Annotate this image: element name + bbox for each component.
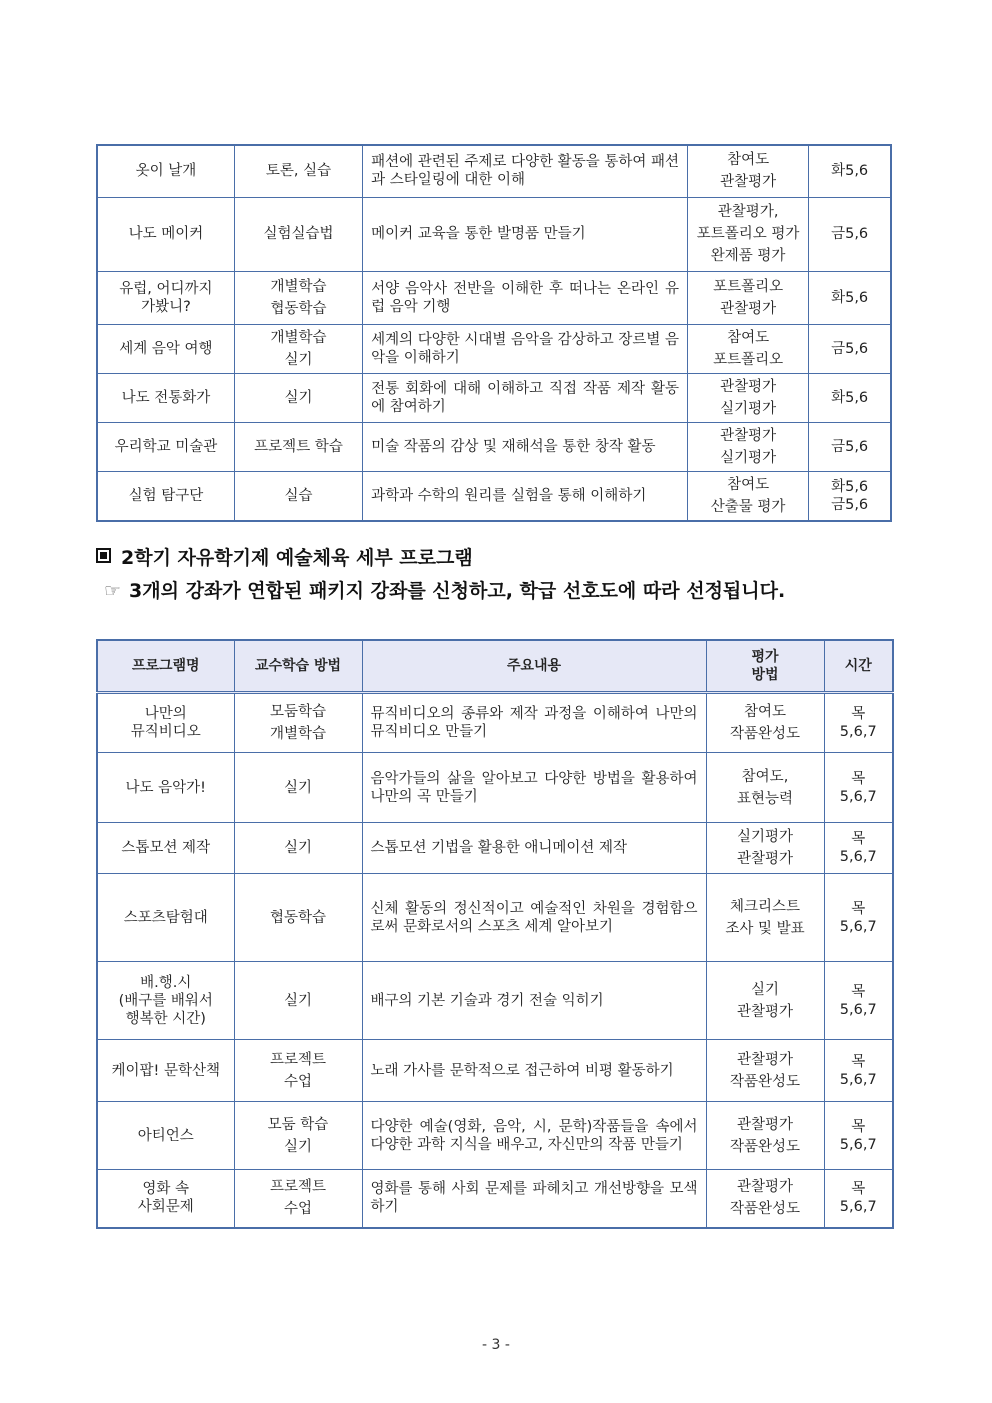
section-heading — [96, 543, 473, 570]
notice-line — [104, 576, 785, 603]
time-line: 화5,6 — [831, 389, 869, 406]
teaching-method-line: 실험실습법 — [263, 226, 334, 242]
teaching-method-cell — [234, 962, 362, 1040]
program-name-cell — [97, 471, 234, 521]
evaluation-line: 표현능력 — [736, 790, 794, 807]
main-content-cell: 스톱모션 기법을 활용한 애니메이션 제작 — [362, 823, 706, 874]
program-name-line: 나도 전통화가 — [121, 389, 211, 406]
evaluation-line: 관찰평가 — [720, 174, 777, 191]
table-row — [97, 1040, 893, 1102]
evaluation-line: 실기평가 — [736, 829, 794, 845]
time-cell — [809, 422, 891, 471]
pointing-hand-icon: ☞ — [104, 580, 122, 602]
evaluation-cell — [706, 962, 824, 1040]
time-line: 금5,6 — [831, 226, 869, 242]
teaching-method-line: 프로젝트 — [269, 1179, 327, 1196]
program-name-line: 영화 속 — [142, 1181, 190, 1198]
program-name-line: 유럽, 어디까지 — [119, 280, 213, 297]
evaluation-cell — [706, 874, 824, 962]
program-name-line: 케이팝! 문학산책 — [111, 1062, 220, 1079]
time-cell — [809, 145, 891, 197]
evaluation-cell — [706, 693, 824, 753]
main-content-cell: 과학과 수학의 원리를 실험을 통해 이해하기 — [363, 471, 688, 521]
time-line: 5,6,7 — [839, 724, 877, 740]
square-bullet-icon — [96, 548, 111, 563]
program-name-cell — [97, 962, 234, 1040]
time-line: 화5,6 — [831, 478, 869, 495]
main-content-cell: 뮤직비디오의 종류와 제작 과정을 이해하여 나만의 뮤직비디오 만들기 — [362, 693, 706, 753]
program-table-1 — [96, 144, 892, 522]
evaluation-line: 실기평가 — [720, 449, 777, 466]
time-line: 5,6,7 — [839, 1001, 877, 1018]
program-name-line: (배구를 배워서 — [118, 992, 213, 1009]
time-cell — [809, 373, 891, 422]
teaching-method-cell — [234, 693, 362, 753]
evaluation-line: 관찰평가 — [736, 1003, 794, 1020]
teaching-method-line: 프로젝트 — [269, 1051, 327, 1068]
evaluation-cell — [687, 324, 808, 373]
evaluation-line: 조사 및 발표 — [725, 920, 805, 937]
evaluation-line: 작품완성도 — [729, 1201, 801, 1218]
main-content-cell: 서양 음악사 전반을 이해한 후 떠나는 온라인 유럽 음악 기행 — [363, 271, 688, 324]
program-name-cell — [97, 823, 234, 874]
table-row — [97, 1102, 893, 1170]
evaluation-line: 산출물 평가 — [710, 498, 786, 515]
time-line: 목 — [851, 1053, 866, 1070]
time-cell — [824, 1102, 893, 1170]
table-row — [97, 324, 891, 373]
evaluation-line: 완제품 평가 — [710, 248, 786, 264]
evaluation-line: 관찰평가 — [720, 300, 777, 317]
teaching-method-line: 실기 — [284, 389, 313, 406]
teaching-method-line: 실기 — [283, 840, 312, 856]
program-name-line: 실험 탐구단 — [128, 487, 204, 504]
main-content-cell: 패션에 관련된 주제로 다양한 활동을 통하여 패션과 스타일링에 대한 이해 — [363, 145, 688, 197]
program-name-line: 배.행.시 — [140, 974, 192, 991]
teaching-method-line: 수업 — [283, 1201, 312, 1218]
teaching-method-line: 실습 — [284, 487, 313, 504]
time-line: 화5,6 — [831, 163, 869, 180]
program-name-line: 사회문제 — [137, 1199, 194, 1216]
time-line: 5,6,7 — [839, 1199, 877, 1216]
teaching-method-line: 협동학습 — [270, 300, 327, 317]
main-content-cell: 다양한 예술(영화, 음악, 시, 문학)작품들을 속에서 다양한 과학 지식을 배우고, 자신만의 작품 만들기 — [362, 1102, 706, 1170]
teaching-method-cell — [234, 823, 362, 874]
teaching-method-line: 프로젝트 학습 — [254, 438, 343, 455]
main-content-cell: 세계의 다양한 시대별 음악을 감상하고 장르별 음악을 이해하기 — [363, 324, 688, 373]
program-name-line: 나도 음악가! — [125, 779, 206, 796]
teaching-method-line: 개별학습 — [270, 278, 327, 295]
evaluation-cell — [706, 753, 824, 823]
program-name-cell — [97, 197, 234, 271]
teaching-method-line: 실기 — [283, 992, 312, 1009]
time-line: 목 — [851, 983, 866, 1000]
time-cell — [824, 1170, 893, 1228]
page-number: - 3 - — [482, 1337, 510, 1353]
time-cell — [824, 874, 893, 962]
evaluation-line: 관찰평가 — [736, 1051, 794, 1068]
evaluation-line: 작품완성도 — [729, 1073, 801, 1090]
evaluation-line: 참여도 — [727, 329, 770, 346]
program-name-line: 옷이 날개 — [135, 163, 197, 180]
time-line: 목 — [851, 900, 866, 917]
header-time: 시간 — [824, 640, 893, 693]
teaching-method-line: 개별학습 — [269, 726, 327, 742]
evaluation-line: 관찰평가 — [736, 851, 794, 867]
time-line: 금5,6 — [831, 438, 869, 455]
table-row — [97, 874, 893, 962]
teaching-method-line: 수업 — [283, 1073, 312, 1090]
time-line: 목 — [851, 831, 866, 847]
evaluation-cell — [706, 1040, 824, 1102]
program-name-line: 나도 메이커 — [128, 226, 204, 242]
time-line: 목 — [851, 1118, 866, 1135]
time-cell — [809, 197, 891, 271]
evaluation-line: 관찰평가 — [720, 378, 777, 395]
table-row — [97, 373, 891, 422]
evaluation-line: 포트폴리오 평가 — [696, 226, 800, 242]
notice-text: 3개의 강좌가 연합된 패키지 강좌를 신청하고, 학급 선호도에 따라 선정됩니다. — [129, 580, 786, 602]
program-table-2 — [96, 639, 894, 1229]
teaching-method-cell — [234, 1102, 362, 1170]
program-name-cell — [97, 145, 234, 197]
main-content-cell: 전통 회화에 대해 이해하고 직접 작품 제작 활동에 참여하기 — [363, 373, 688, 422]
teaching-method-cell — [234, 145, 362, 197]
time-cell — [824, 962, 893, 1040]
program-name-line: 행복한 시간) — [125, 1010, 206, 1027]
table-row — [97, 197, 891, 271]
evaluation-line: 관찰평가 — [736, 1116, 794, 1133]
program-name-cell — [97, 753, 234, 823]
table-row — [97, 1170, 893, 1228]
header-eval-line-1: 평가 — [751, 649, 779, 665]
program-name-cell — [97, 693, 234, 753]
program-name-line: 스포츠탐험대 — [123, 909, 208, 926]
teaching-method-line: 모둠 학습 — [267, 1116, 329, 1133]
evaluation-line: 관찰평가 — [720, 427, 777, 444]
program-name-line: 뮤직비디오 — [130, 724, 201, 740]
teaching-method-cell — [234, 373, 362, 422]
evaluation-line: 참여도 — [727, 152, 770, 169]
time-line: 5,6,7 — [839, 788, 877, 805]
table-header-row — [97, 640, 893, 693]
evaluation-cell — [687, 197, 808, 271]
evaluation-line: 참여도 — [727, 476, 770, 493]
main-content-cell: 메이커 교육을 통한 발명품 만들기 — [363, 197, 688, 271]
program-name-cell — [97, 874, 234, 962]
evaluation-line: 포트폴리오 — [713, 278, 784, 295]
teaching-method-cell — [234, 271, 362, 324]
table-row — [97, 271, 891, 324]
table-row — [97, 422, 891, 471]
main-content-cell: 배구의 기본 기술과 경기 전술 익히기 — [362, 962, 706, 1040]
program-name-cell — [97, 373, 234, 422]
teaching-method-cell — [234, 324, 362, 373]
evaluation-cell — [706, 1102, 824, 1170]
time-line: 5,6,7 — [839, 1071, 877, 1088]
main-content-cell: 신체 활동의 정신적이고 예술적인 차원을 경험함으로써 문화로서의 스포츠 세계 알아보기 — [362, 874, 706, 962]
teaching-method-cell — [234, 197, 362, 271]
evaluation-line: 포트폴리오 — [713, 351, 784, 368]
teaching-method-line: 실기 — [283, 1138, 312, 1155]
header-evaluation-method — [706, 640, 824, 693]
evaluation-line: 작품완성도 — [729, 726, 801, 742]
evaluation-line: 참여도, — [741, 768, 789, 785]
time-cell — [824, 693, 893, 753]
header-eval-line-2: 방법 — [751, 667, 779, 683]
teaching-method-cell — [234, 422, 362, 471]
evaluation-line: 관찰평가, — [717, 204, 779, 220]
time-line: 금5,6 — [831, 340, 869, 357]
time-cell — [809, 471, 891, 521]
header-main-content: 주요내용 — [362, 640, 706, 693]
teaching-method-line: 개별학습 — [270, 329, 327, 346]
evaluation-cell — [687, 271, 808, 324]
teaching-method-line: 협동학습 — [269, 909, 327, 926]
evaluation-cell — [687, 373, 808, 422]
header-teaching-method: 교수학습 방법 — [234, 640, 362, 693]
main-content-cell: 노래 가사를 문학적으로 접근하여 비평 활동하기 — [362, 1040, 706, 1102]
evaluation-line: 참여도 — [743, 704, 787, 720]
time-line: 금5,6 — [831, 496, 869, 513]
main-content-cell: 음악가들의 삶을 알아보고 다양한 방법을 활용하여 나만의 곡 만들기 — [362, 753, 706, 823]
teaching-method-cell — [234, 753, 362, 823]
section-heading-text: 2학기 자유학기제 예술체육 세부 프로그램 — [121, 547, 473, 569]
program-name-line: 스톱모션 제작 — [121, 840, 211, 856]
main-content-cell: 영화를 통해 사회 문제를 파헤치고 개선방향을 모색하기 — [362, 1170, 706, 1228]
evaluation-line: 관찰평가 — [736, 1179, 794, 1196]
table-row — [97, 823, 893, 874]
time-line: 목 — [851, 770, 866, 787]
time-cell — [824, 823, 893, 874]
program-name-cell — [97, 271, 234, 324]
teaching-method-cell — [234, 471, 362, 521]
time-cell — [824, 753, 893, 823]
teaching-method-line: 모둠학습 — [269, 704, 327, 720]
program-name-cell — [97, 422, 234, 471]
time-line: 화5,6 — [831, 289, 869, 306]
program-name-cell — [97, 1102, 234, 1170]
time-line: 목 — [851, 706, 866, 722]
program-name-line: 세계 음악 여행 — [119, 340, 213, 357]
program-name-line: 가봤니? — [141, 298, 191, 315]
program-name-cell — [97, 1170, 234, 1228]
program-table-1-body — [97, 145, 891, 521]
table-row — [97, 693, 893, 753]
evaluation-cell — [706, 823, 824, 874]
program-name-cell — [97, 324, 234, 373]
evaluation-line: 실기 — [750, 981, 779, 998]
time-cell — [809, 324, 891, 373]
program-name-cell — [97, 1040, 234, 1102]
evaluation-cell — [687, 145, 808, 197]
teaching-method-cell — [234, 1170, 362, 1228]
header-program-name: 프로그램명 — [97, 640, 234, 693]
time-cell — [824, 1040, 893, 1102]
time-line: 목 — [851, 1181, 866, 1198]
table-row — [97, 753, 893, 823]
time-line: 5,6,7 — [839, 1136, 877, 1153]
teaching-method-line: 실기 — [284, 351, 313, 368]
main-content-cell: 미술 작품의 감상 및 재해석을 통한 창작 활동 — [363, 422, 688, 471]
evaluation-line: 작품완성도 — [729, 1138, 801, 1155]
time-cell — [809, 271, 891, 324]
program-table-2-body — [97, 693, 893, 1228]
evaluation-cell — [687, 422, 808, 471]
evaluation-line: 체크리스트 — [729, 898, 801, 915]
evaluation-line: 실기평가 — [720, 400, 777, 417]
program-name-line: 나만의 — [144, 706, 187, 722]
evaluation-cell — [687, 471, 808, 521]
table-row — [97, 962, 893, 1040]
evaluation-cell — [706, 1170, 824, 1228]
teaching-method-line: 토론, 실습 — [265, 163, 332, 180]
program-name-line: 우리학교 미술관 — [114, 438, 218, 455]
teaching-method-cell — [234, 1040, 362, 1102]
table-row — [97, 145, 891, 197]
table-row — [97, 471, 891, 521]
time-line: 5,6,7 — [839, 918, 877, 935]
teaching-method-line: 실기 — [283, 779, 312, 796]
teaching-method-cell — [234, 874, 362, 962]
time-line: 5,6,7 — [839, 849, 877, 865]
program-name-line: 아티언스 — [137, 1127, 194, 1144]
